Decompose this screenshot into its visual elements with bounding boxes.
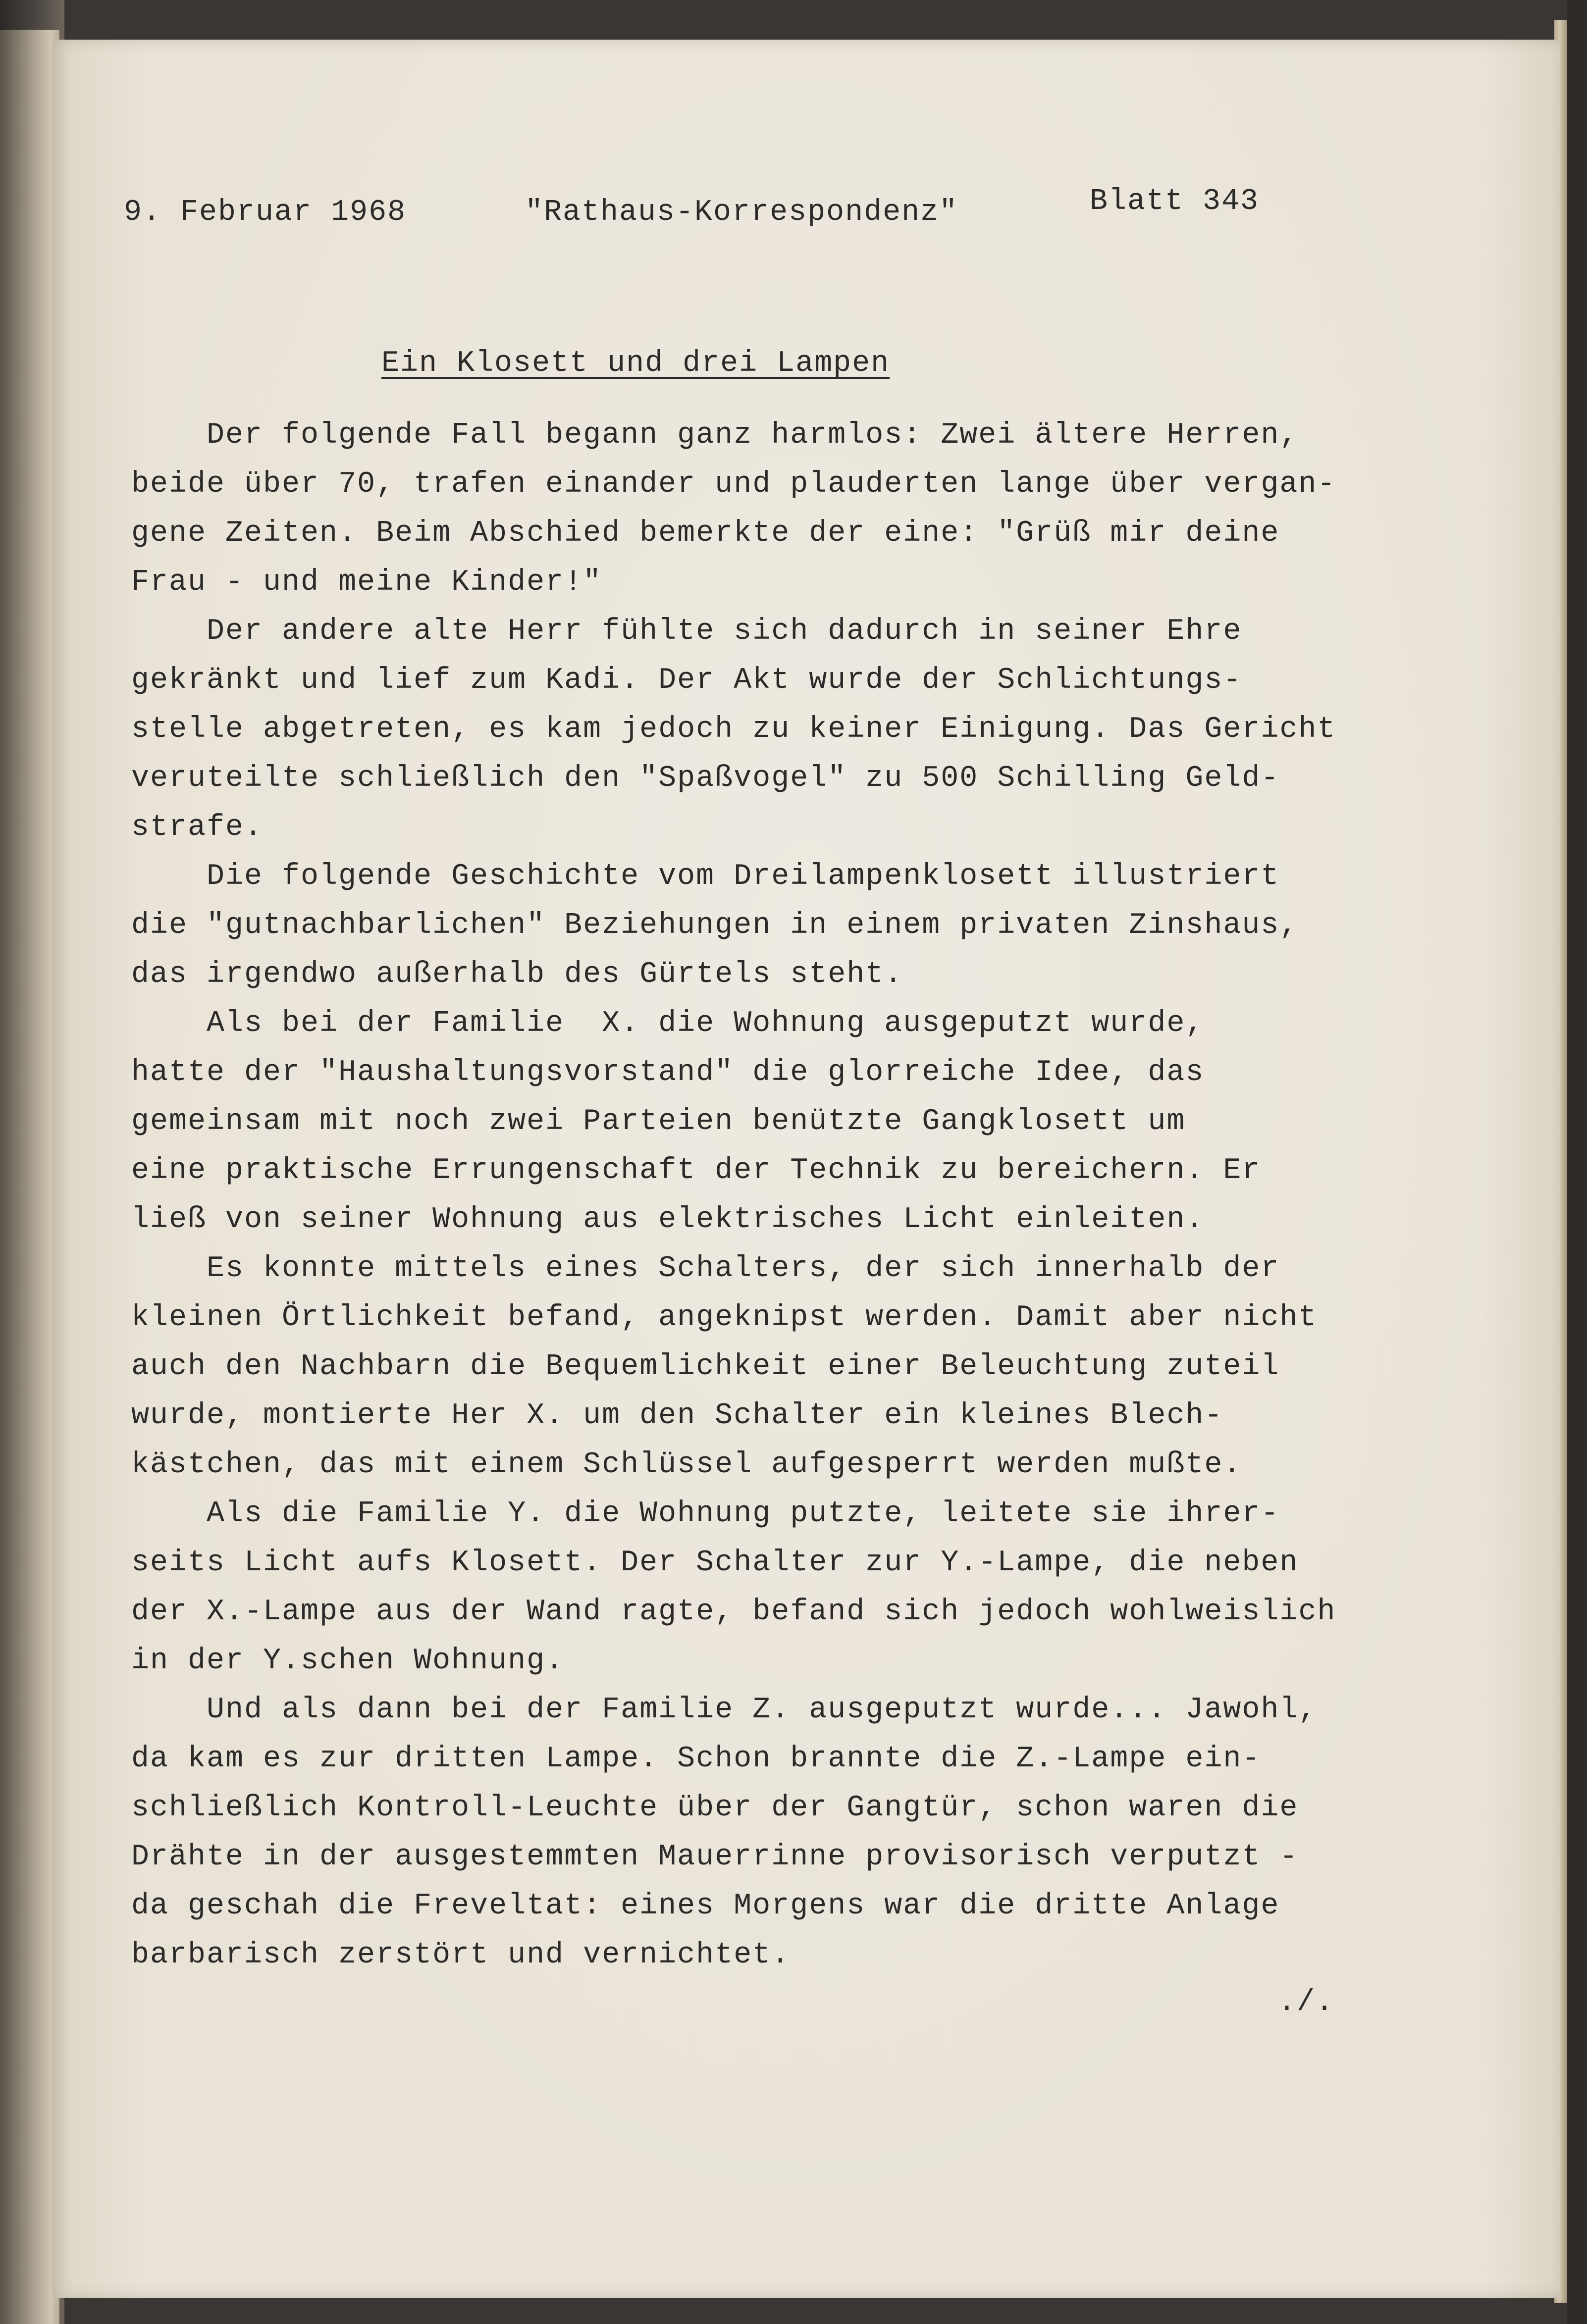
article-line: eine praktische Errungenschaft der Technik zu bereichern. Er (131, 1154, 1261, 1188)
article-line: schließlich Kontroll-Leuchte über der Gangtür, schon waren die (131, 1791, 1299, 1825)
article-line: stelle abgetreten, es kam jedoch zu keiner Einigung. Das Gericht (131, 713, 1336, 746)
article-line: Der folgende Fall begann ganz harmlos: Zwei ältere Herren, (131, 418, 1299, 452)
article-line: barbarisch zerstört und vernichtet. (131, 1938, 791, 1972)
article-line: Und als dann bei der Familie Z. ausgeputzt wurde... Jawohl, (131, 1693, 1318, 1727)
article-line: Die folgende Geschichte vom Dreilampenklosett illustriert (131, 860, 1280, 893)
article-line: strafe. (131, 811, 264, 844)
page-header (124, 185, 1313, 245)
header-publication: "Rathaus-Korrespondenz" (525, 196, 958, 229)
article-line: kleinen Örtlichkeit befand, angeknipst werden. Damit aber nicht (131, 1301, 1318, 1335)
article-line: beide über 70, trafen einander und plauderten lange über vergan- (131, 467, 1336, 501)
article-line: auch den Nachbarn die Bequemlichkeit einer Beleuchtung zuteil (131, 1350, 1280, 1384)
article-line: veruteilte schließlich den "Spaßvogel" zu 500 Schilling Geld- (131, 762, 1280, 795)
article-line: Frau - und meine Kinder!" (131, 566, 602, 599)
header-date: 9. Februar 1968 (124, 196, 407, 229)
continuation-mark: ./. (1277, 1986, 1334, 2019)
header-sheet-number: Blatt 343 (1090, 185, 1260, 218)
article-line: in der Y.schen Wohnung. (131, 1644, 565, 1678)
article-line: Der andere alte Herr fühlte sich dadurch in seiner Ehre (131, 615, 1242, 648)
article-line: da geschah die Freveltat: eines Morgens war die dritte Anlage (131, 1889, 1280, 1923)
article-line: Als die Familie Y. die Wohnung putzte, leitete sie ihrer- (131, 1497, 1280, 1531)
article-line: gene Zeiten. Beim Abschied bemerkte der eine: "Grüß mir deine (131, 516, 1280, 550)
article-line: seits Licht aufs Klosett. Der Schalter zur Y.-Lampe, die neben (131, 1546, 1299, 1580)
article-line: da kam es zur dritten Lampe. Schon brannte die Z.-Lampe ein- (131, 1742, 1261, 1776)
article-title: Ein Klosett und drei Lampen (381, 347, 890, 380)
article-body (131, 411, 1444, 1980)
article-line: wurde, montierte Her X. um den Schalter ein kleines Blech- (131, 1399, 1223, 1433)
article-line: ließ von seiner Wohnung aus elektrisches Licht einleiten. (131, 1203, 1205, 1237)
article-line: hatte der "Haushaltungsvorstand" die glorreiche Idee, das (131, 1056, 1205, 1089)
article-line: Es konnte mittels eines Schalters, der sich innerhalb der (131, 1252, 1280, 1286)
article-line: das irgendwo außerhalb des Gürtels steht. (131, 958, 903, 991)
previous-page-edge (0, 30, 59, 2324)
article-line: die "gutnachbarlichen" Beziehungen in einem privaten Zinshaus, (131, 909, 1299, 942)
article-line: kästchen, das mit einem Schlüssel aufgesperrt werden mußte. (131, 1448, 1242, 1482)
article-line: der X.-Lampe aus der Wand ragte, befand sich jedoch wohlweislich (131, 1595, 1336, 1629)
article-line: Drähte in der ausgestemmten Mauerrinne provisorisch verputzt - (131, 1840, 1299, 1874)
scan-background-right (1567, 0, 1587, 2324)
article-line: Als bei der Familie X. die Wohnung ausgeputzt wurde, (131, 1007, 1205, 1040)
article-line: gemeinsam mit noch zwei Parteien benützte Gangklosett um (131, 1105, 1186, 1138)
article-line: gekränkt und lief zum Kadi. Der Akt wurde der Schlichtungs- (131, 664, 1242, 697)
